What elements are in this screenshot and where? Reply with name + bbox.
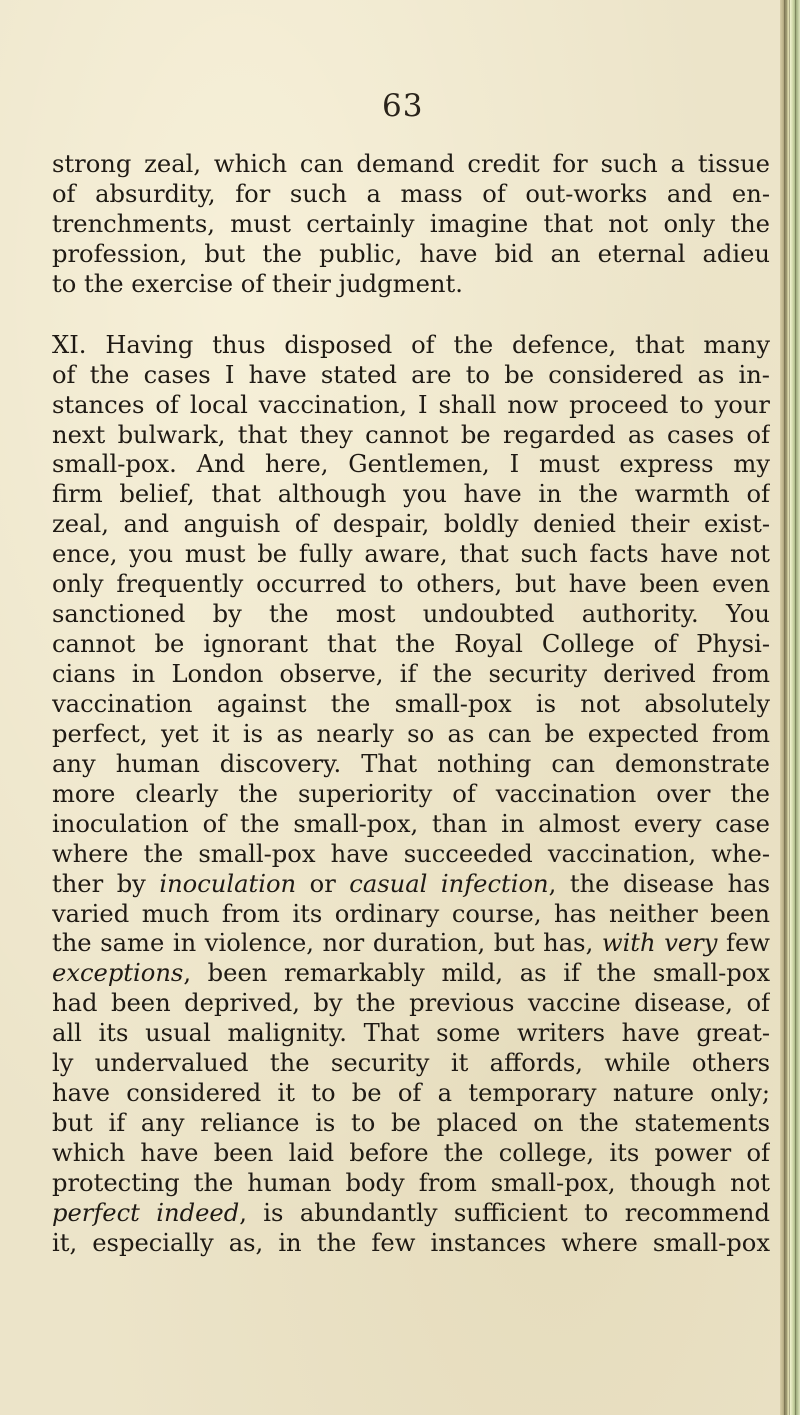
text-run: it, especially as, in the few instances where small-pox bbox=[52, 1228, 770, 1257]
text-run: had been deprived, by the previous vaccine disease, of bbox=[52, 989, 770, 1018]
text-line bbox=[52, 780, 770, 810]
page-number: 63 bbox=[382, 88, 424, 124]
page-edge-gutter bbox=[780, 0, 800, 1415]
text-run: ly undervalued the security it affords, while others bbox=[52, 1049, 770, 1078]
text-line bbox=[52, 600, 770, 630]
text-run: all its usual malignity. That some writers have great- bbox=[52, 1019, 770, 1048]
text-line bbox=[52, 1079, 770, 1109]
text-run: ther by bbox=[52, 869, 160, 898]
text-line bbox=[52, 1199, 770, 1229]
text-line bbox=[52, 150, 770, 180]
text-line bbox=[52, 1019, 770, 1049]
text-run: stances of local vaccination, I shall now proceed to your bbox=[52, 390, 770, 419]
text-run: have considered it to be of a temporary nature only; bbox=[52, 1079, 770, 1108]
text-line bbox=[52, 240, 770, 270]
text-run: zeal, and anguish of despair, boldly denied their exist- bbox=[52, 510, 770, 539]
text-line bbox=[52, 929, 770, 959]
text-line bbox=[52, 1169, 770, 1199]
text-run: ence, you must be fully aware, that such facts have not bbox=[52, 540, 770, 569]
text-run: to the exercise of their judgment. bbox=[52, 269, 463, 298]
text-run: trenchments, must certainly imagine that not only the bbox=[52, 209, 770, 238]
text-line bbox=[52, 1229, 770, 1259]
text-line bbox=[52, 720, 770, 750]
text-run: , the disease has bbox=[548, 869, 770, 898]
text-line bbox=[52, 810, 770, 840]
text-line bbox=[52, 421, 770, 451]
text-run: profession, but the public, have bid an eternal adieu bbox=[52, 239, 770, 268]
paragraph-gap bbox=[52, 300, 770, 331]
text-run: of absurdity, for such a mass of out-works and en- bbox=[52, 179, 770, 208]
text-run: which have been laid before the college, its power of bbox=[52, 1139, 770, 1167]
text-line bbox=[52, 840, 770, 870]
text-line bbox=[52, 1139, 770, 1169]
text-line bbox=[52, 450, 770, 480]
italic-text: casual infection bbox=[349, 869, 549, 898]
text-run: protecting the human body from small-pox, though not bbox=[52, 1168, 770, 1197]
text-line bbox=[52, 510, 770, 540]
paragraph bbox=[52, 331, 770, 1259]
text-run: cannot be ignorant that the Royal College of Physi- bbox=[52, 630, 770, 659]
text-run: where the small-pox have succeeded vaccination, whe- bbox=[52, 839, 770, 868]
text-run: vaccination against the small-pox is not absolutely bbox=[52, 689, 770, 718]
text-line bbox=[52, 210, 770, 240]
text-line bbox=[52, 630, 770, 660]
paragraph bbox=[52, 150, 770, 300]
italic-text: inoculation bbox=[159, 869, 297, 898]
text-run: few bbox=[717, 929, 770, 958]
text-run: more clearly the superiority of vaccination over the bbox=[52, 779, 770, 808]
text-run: inoculation of the small-pox, than in almost every case bbox=[52, 809, 770, 838]
text-run: varied much from its ordinary course, has neither been bbox=[52, 899, 770, 928]
text-run: firm belief, that although you have in the warmth of bbox=[52, 480, 770, 509]
text-line bbox=[52, 570, 770, 600]
text-run: , is abundantly sufficient to recommend bbox=[239, 1198, 770, 1227]
text-line bbox=[52, 959, 770, 989]
text-line bbox=[52, 660, 770, 690]
text-line bbox=[52, 270, 770, 300]
text-line bbox=[52, 361, 770, 391]
text-line bbox=[52, 750, 770, 780]
text-run: , been remarkably mild, as if the small-pox bbox=[183, 959, 770, 988]
text-line bbox=[52, 1049, 770, 1079]
text-line bbox=[52, 331, 770, 361]
text-run: cians in London observe, if the security derived from bbox=[52, 660, 770, 688]
text-line bbox=[52, 989, 770, 1019]
text-line bbox=[52, 690, 770, 720]
text-line bbox=[52, 180, 770, 210]
italic-text: exceptions bbox=[52, 959, 184, 988]
italic-text: with very bbox=[601, 929, 718, 958]
text-run: next bulwark, that they cannot be regarded as cases of bbox=[52, 420, 770, 449]
text-line bbox=[52, 540, 770, 570]
text-run: any human discovery. That nothing can demonstrate bbox=[52, 749, 770, 778]
text-line bbox=[52, 391, 770, 421]
text-run: but if any reliance is to be placed on the statements bbox=[52, 1109, 770, 1138]
text-run: the same in violence, nor duration, but has, bbox=[52, 929, 602, 958]
text-run: small-pox. And here, Gentlemen, I must express my bbox=[52, 450, 770, 479]
italic-text: perfect indeed bbox=[52, 1198, 240, 1227]
text-run: or bbox=[296, 869, 350, 898]
text-line bbox=[52, 870, 770, 900]
text-run: only frequently occurred to others, but have been even bbox=[52, 570, 770, 599]
text-line bbox=[52, 480, 770, 510]
body-text bbox=[52, 150, 770, 1259]
text-line bbox=[52, 1109, 770, 1139]
text-line bbox=[52, 900, 770, 930]
text-run: XI. Having thus disposed of the defence, that many bbox=[52, 330, 770, 359]
text-run: sanctioned by the most undoubted authority. You bbox=[52, 600, 770, 629]
text-run: strong zeal, which can demand credit for such a tissue bbox=[52, 150, 770, 178]
text-run: of the cases I have stated are to be considered as in- bbox=[52, 360, 770, 389]
text-run: perfect, yet it is as nearly so as can be expected from bbox=[52, 719, 770, 748]
